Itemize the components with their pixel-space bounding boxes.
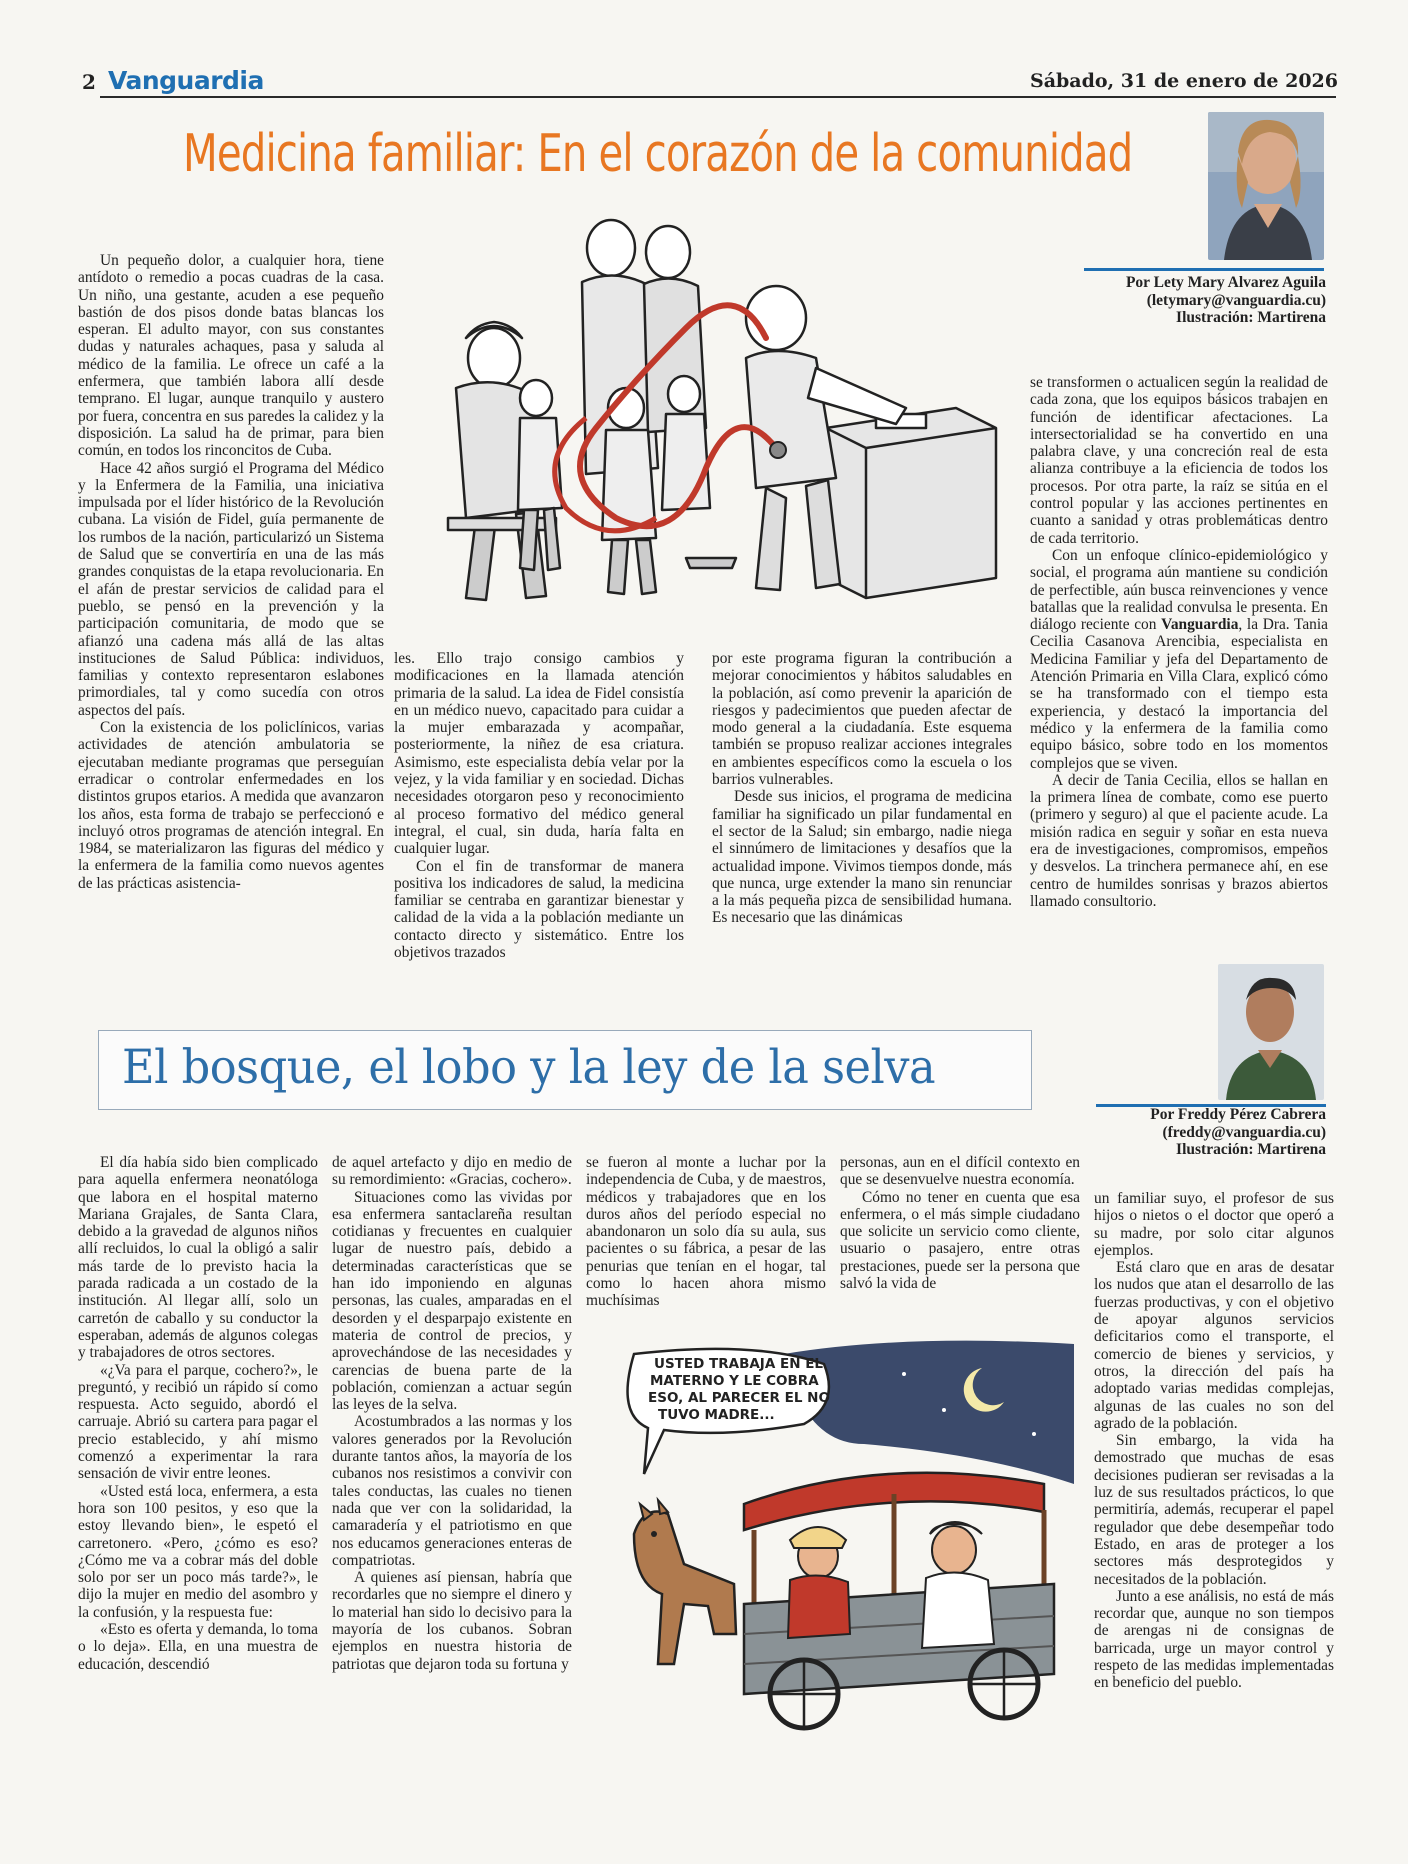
paragraph: A decir de Tania Cecilia, ellos se hallan en la primera línea de combate, como ese puerto (primero y seguro) al que el paciente acude. La misión radica en seguir y soñar en esta nueva era de investigaciones, compromisos, empeños y desvelos. La trinchera permanece ahí, en ese centro de humildes sonrisas y brazos abiertos llamado consultorio.: [1030, 771, 1328, 910]
article2-column-3: [586, 1154, 826, 1310]
paragraph: Un pequeño dolor, a cualquier hora, tiene antídoto o remedio a pocas cuadras de la casa. Un niño, una gestante, acuden a ese pequeño bastión de dos pisos donde batas blancas los esperan. El adulto mayor, con sus constantes dudas y naturales achaques, pasa y saluda al médico de la familia. Le ofrece un café a la enfermera, que también labora allí desde temprano. El lugar, aunque tranquilo y austero por fuera, concentra en sus paredes la calidez y la disposición. La salud ha de primar, para bien común, en todos los rinconcitos de Cuba.: [78, 252, 384, 460]
article1-column-1: [78, 252, 384, 892]
brand-mention: Vanguardia: [1161, 616, 1239, 634]
paragraph: se transformen o actualicen según la realidad de cada zona, que los equipos básicos trabajen en función de identificar afectaciones. La intersectorialidad se ha convertido en una palabra clave, y una concreción real de esta alianza contribuye a la eficiencia de todos los procesos. Por otra parte, la raíz se sitúa en el control popular y las acciones pertinentes en cuanto a sanidad y otras problemáticas dentro de cada territorio.: [1030, 374, 1328, 547]
illustration-credit: Ilustración: Martirena: [1176, 1141, 1326, 1158]
paragraph: se fueron al monte a luchar por la independencia de Cuba, y de maestros, médicos y trabajadores que en los duros años del período especial no abandonaron un solo día su aula, sus pacientes o su fábrica, a pesar de las penurias que tenían en el hogar, tal como lo hacen ahora mismo muchísimas: [586, 1154, 826, 1310]
article2-title: El bosque, el lobo y la ley de la selva: [122, 1040, 936, 1095]
paragraph: A quienes así piensan, habría que recordarles que no siempre el dinero y lo material han sido lo decisivo para la mayoría de los cubanos. Sobran ejemplos en nuestra historia de patriotas que dejaron toda su fortuna y: [332, 1569, 572, 1673]
paragraph: Junto a ese análisis, no está de más recordar que, aunque no son tiempos de arengas ni de consignas de barricada, urge un mayor control y respeto de las medidas implementadas en beneficio del pueblo.: [1094, 1587, 1334, 1692]
paragraph: les. Ello trajo consigo cambios y modificaciones en la llamada atención primaria de la salud. La idea de Fidel consistía en un médico nuevo, capacitado para cuidar a la mujer embarazada y acompañar, posteriormente, la niñez de esa criatura. Asimismo, este especialista debía velar por la vejez, y la vida familiar y en sociedad. Dichas necesidades otorgaron peso y reconocimiento al proceso formativo del médico general integral, el cual, sin duda, haría falta en cualquier lugar.: [394, 650, 684, 858]
paragraph: Con el fin de transformar de manera positiva los indicadores de salud, la medicina familiar se centraba en garantizar bienestar y calidad de la vida a la población mediante un contacto directo y sistemático. Entre los objetivos trazados: [394, 857, 684, 962]
paragraph: Desde sus inicios, el programa de medicina familiar ha significado un pilar fundamental en el sector de la Salud; sin embargo, nadie niega el sinnúmero de limitaciones y desafíos que la actualidad impone. Vivimos tiempos donde, más que nunca, urge extender la mano sin renunciar a la más pequeña pizca de sensibilidad humana. Es necesario que las dinámicas: [712, 788, 1012, 927]
article1-column-2: [394, 650, 684, 961]
author-photo-freddy: [1218, 964, 1324, 1100]
article2-column-2: [332, 1154, 572, 1673]
article2-column-4: [840, 1154, 1080, 1292]
article2-byline: [1000, 1106, 1326, 1159]
illustration-credit: Ilustración: Martirena: [1176, 309, 1326, 326]
paragraph: «¿Va para el parque, cochero?», le preguntó, y recibió un rápido sí como respuesta. Acto seguido, abordó el carruaje. Abrió su cartera para pagar el precio establecido, y ahí mismo comenzó a experimentar la rara sensación de vivir entre leones.: [78, 1361, 318, 1483]
issue-date: Sábado, 31 de enero de 2026: [1029, 70, 1338, 92]
paragraph: «Usted está loca, enfermera, a esta hora son 100 pesitos, y eso que la estoy llevando bien», le espetó el carretonero. «Pero, ¿cómo es eso? ¿Cómo me va a cobrar más del doble solo por ser un poco más tarde?», le dijo la mujer en medio del asombro y la confusión, y la respuesta fue:: [78, 1482, 318, 1621]
paragraph: Situaciones como las vividas por esa enfermera santaclareña resultan cotidianas y frecuentes en cualquier lugar de nuestro país, debido a determinadas características que se han ido imponiendo en algunas personas, las cuales, amparadas en el desorden y el desparpajo existente en materia de control de precios, y aprovechándose de las necesidades y carencias de buena parte de la población, comienzan a actuar según las leyes de la selva.: [332, 1188, 572, 1414]
byline-rule-1: [1084, 268, 1324, 271]
paragraph: personas, aun en el difícil contexto en que se desenvuelve nuestra economía.: [840, 1154, 1080, 1189]
horse-cart-cartoon: [604, 1334, 1074, 1734]
cartoon-speech: USTED TRABAJA EN EL MATERNO Y LE COBRA ESO, AL PARECER EL NO TUVO MADRE...: [648, 1356, 830, 1423]
paragraph: por este programa figuran la contribución a mejorar conocimientos y hábitos saludables en la población, así como prevenir la aparición de riesgos y padecimientos que pueden afectar de modo general a la ciudadanía. Este esquema también se propuso realizar acciones integrales en ambientes específicos como la escuela o los barrios vulnerables.: [712, 650, 1012, 789]
text-run: , la Dra. Tania Cecilia Casanova Arencibia, especialista en Medicina Familiar y jefa del Departamento de Atención Primaria en Villa Clara, explicó cómo se ha transformado con el tiempo esta experiencia, y destacó la importancia del médico y la enfermera de la familia como equipo básico, sobre todo en los momentos complejos que se viven.: [1030, 616, 1328, 772]
article1-column-4: [1030, 374, 1328, 910]
family-doctor-illustration: [436, 218, 1004, 618]
article2-column-5: [1094, 1190, 1334, 1692]
author-name: Por Freddy Pérez Cabrera: [1150, 1106, 1326, 1123]
paragraph: El día había sido bien complicado para aquella enfermera neonatóloga que labora en el hospital materno Mariana Grajales, de Santa Clara, debido a la gravedad de algunos niños allí recluidos, lo cual la obligó a salir más tarde de lo previsto hacia la parada radicada a un costado de la institución. Al llegar allí, solo un carretón de caballo y su conductor la esperaban, además de algunos colegas y trabajadores de otros sectores.: [78, 1154, 318, 1362]
paragraph: Sin embargo, la vida ha demostrado que muchas de esas decisiones pudieran ser revisadas a la luz de sus resultados prácticos, lo que permitiría, además, recuperar el papel regulador que debe desempeñar todo Estado, en aras de proteger a los sectores más desprotegidos y necesitados de la población.: [1094, 1432, 1334, 1588]
paragraph: de aquel artefacto y dijo en medio de su remordimiento: «Gracias, cochero».: [332, 1154, 572, 1189]
article1-byline: [1000, 274, 1326, 327]
paragraph: Con la existencia de los policlínicos, varias actividades de atención ambulatoria se ejecutaban mediante programas que perseguían erradicar o controlar enfermedades en los distintos grupos etarios. A medida que avanzaron los años, esta forma de trabajo se perfeccionó e incluyó otros programas de atención integral. En 1984, se materializaron las figuras del médico y la enfermera de la familia como nuevos agentes de las prácticas asistencia-: [78, 719, 384, 892]
article1-title: Medicina familiar: En el corazón de la comunidad: [183, 124, 1133, 184]
page-number: 2: [82, 70, 96, 94]
article2-column-1: [78, 1154, 318, 1673]
paragraph: Cómo no tener en cuenta que esa enfermera, o el más simple ciudadano que solicite un servicio como cliente, usuario o pasajero, entre otras prestaciones, puede ser la persona que salvó la vida de: [840, 1188, 1080, 1293]
paragraph: [1030, 547, 1328, 772]
author-email: (freddy@vanguardia.cu): [1162, 1123, 1326, 1141]
paragraph: Acostumbrados a las normas y los valores generados por la Revolución durante tantos años, la mayoría de los cubanos nos resistimos a convivir con tales conductas, las cuales no tienen nada que ver con la solidaridad, la camaradería y el patriotismo en que nos educamos generaciones enteras de compatriotas.: [332, 1413, 572, 1569]
author-photo-lety: [1208, 112, 1324, 260]
article1-column-3: [712, 650, 1012, 927]
text-run: Con un enfoque clínico-epidemiológico y social, el programa aún mantiene su condición de perfectible, aún busca reinvenciones y vence batallas que la realidad convulsa le presenta. En diálogo reciente con: [1030, 546, 1328, 634]
header-rule: [100, 96, 1336, 98]
paragraph: un familiar suyo, el profesor de sus hijos o nietos o el doctor que operó a su madre, por solo citar algunos ejemplos.: [1094, 1190, 1334, 1259]
author-name: Por Lety Mary Alvarez Aguila: [1125, 274, 1326, 291]
paragraph: Está claro que en aras de desatar los nudos que atan el desarrollo de las fuerzas productivas, y con el objetivo de apoyar algunos servicios deficitarios como el transporte, el comercio de bienes y servicios, y otros, la dirección del país ha adoptado varias medidas complejas, algunas de las cuales no son del agrado de la población.: [1094, 1259, 1334, 1432]
paragraph: Hace 42 años surgió el Programa del Médico y la Enfermera de la Familia, una iniciativa impulsada por el líder histórico de la Revolución cubana. La visión de Fidel, guía permanente de los rumbos de la nación, particularizó un Sistema de Salud que se convertiría en una de las más grandes conquistas de la etapa revolucionaria. En el afán de prestar servicios de calidad para el pueblo, se pensó en la prevención y la participación comunitaria, de modo que se afianzó una cadena más allá de las altas instituciones de Salud Pública: individuos, familias y contexto representaron eslabones primordiales, tal y como sucedía con otros aspectos del país.: [78, 459, 384, 719]
paragraph: «Esto es oferta y demanda, lo toma o lo deja». Ella, en una muestra de educación, descendió: [78, 1621, 318, 1673]
brand-logo: Vanguardia: [108, 66, 264, 95]
author-email: (letymary@vanguardia.cu): [1146, 291, 1326, 309]
